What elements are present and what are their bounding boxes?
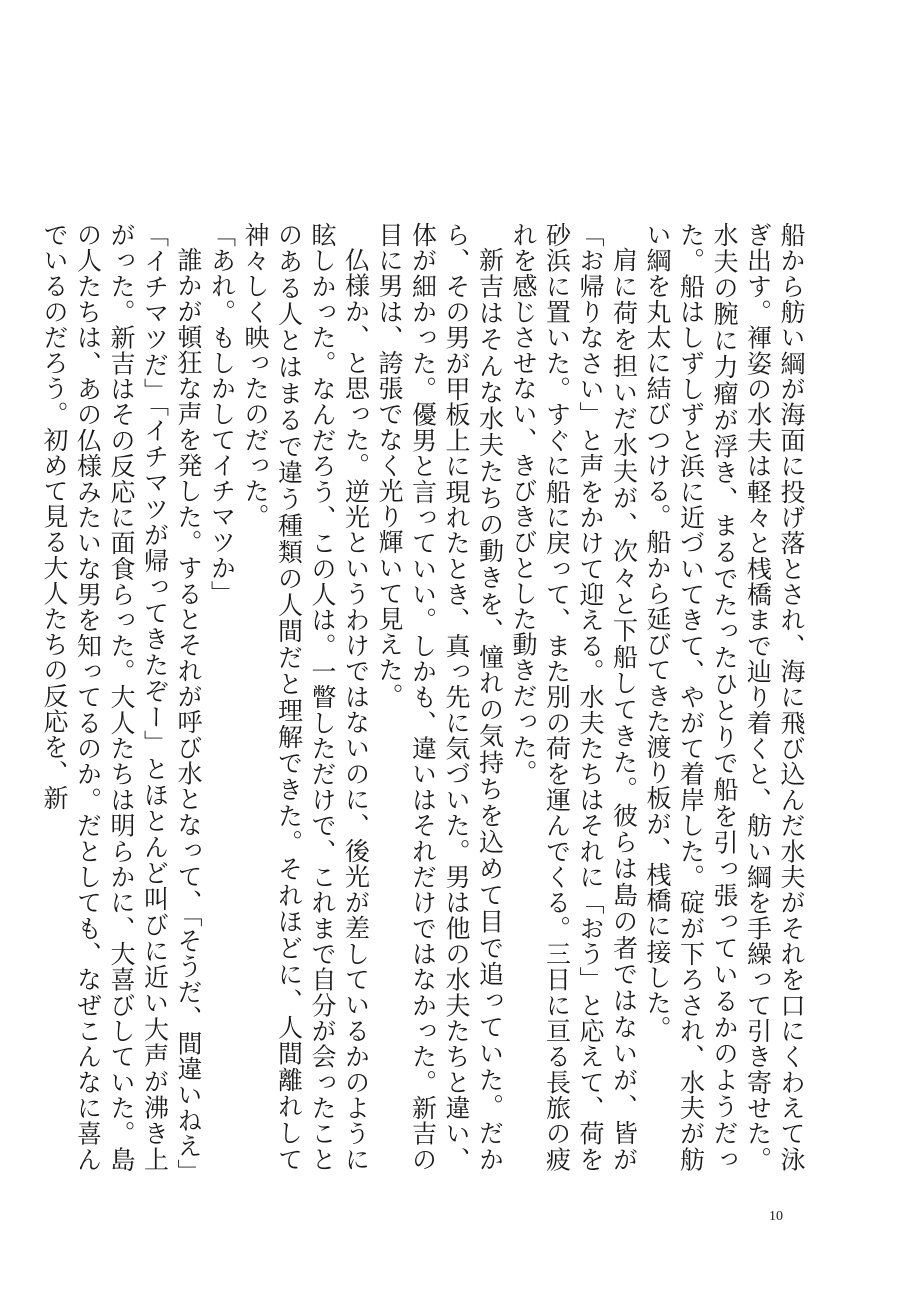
paragraph-4: 仏様か、と思った。逆光というわけではないのに、後光が差しているかのように眩しかった。なんだろう、この人は。一瞥しただけで、これまで自分が会ったことのある人とはまるで違う種類の人間だと理解できた。それほどに、人間離れして神々しく映ったのだった。: [241, 222, 371, 1172]
paragraph-6: 誰かが頓狂な声を発した。するとそれが呼び水となって、「そうだ、間違いねえ」「イチマツだ」「イチマツが帰ってきたぞー」とほとんど叫びに近い大声が沸き上がった。新吉はその反応に面食らった。大人たちは明らかに、大喜びしていた。島の人たちは、あの仏様みたいな男を知ってるのか。だとしても、なぜこんなに喜んでいるのだろう。初めて見る大人たちの反応を、新: [40, 222, 203, 1172]
page-number: 10: [769, 1209, 783, 1224]
vertical-text-block: [40, 222, 808, 1172]
paragraph-3: 新吉はそんな水夫たちの動きを、憧れの気持ちを込めて目で追っていた。だから、その男が甲板上に現れたとき、真っ先に気づいた。男は他の水夫たちと違い、体が細かった。優男と言っていい。しかも、違いはそれだけではなかった。新吉の目に男は、誇張でなく光り輝いて見えた。: [375, 222, 505, 1172]
paragraph-1: 船から舫い綱が海面に投げ落とされ、海に飛び込んだ水夫がそれを口にくわえて泳ぎ出す。褌姿の水夫は軽々と桟橋まで辿り着くと、舫い綱を手繰って引き寄せた。水夫の腕に力瘤が浮き、まるでたったひとりで船を引っ張っているかのようだった。船はしずしずと浜に近づいてきて、やがて着岸した。碇が下ろされ、水夫が舫い綱を丸太に結びつける。船から延びてきた渡り板が、桟橋に接した。: [643, 222, 806, 1172]
paragraph-2: 肩に荷を担いだ水夫が、次々と下船してきた。彼らは島の者ではないが、皆が「お帰りなさい」と声をかけて迎える。水夫たちはそれに「おう」と応えて、荷を砂浜に置いた。すぐに船に戻って、また別の荷を運んでくる。三日に亘る長旅の疲れを感じさせない、きびきびとした動きだった。: [509, 222, 639, 1172]
paragraph-5: 「あれ。もしかしてイチマツか」: [207, 222, 237, 606]
